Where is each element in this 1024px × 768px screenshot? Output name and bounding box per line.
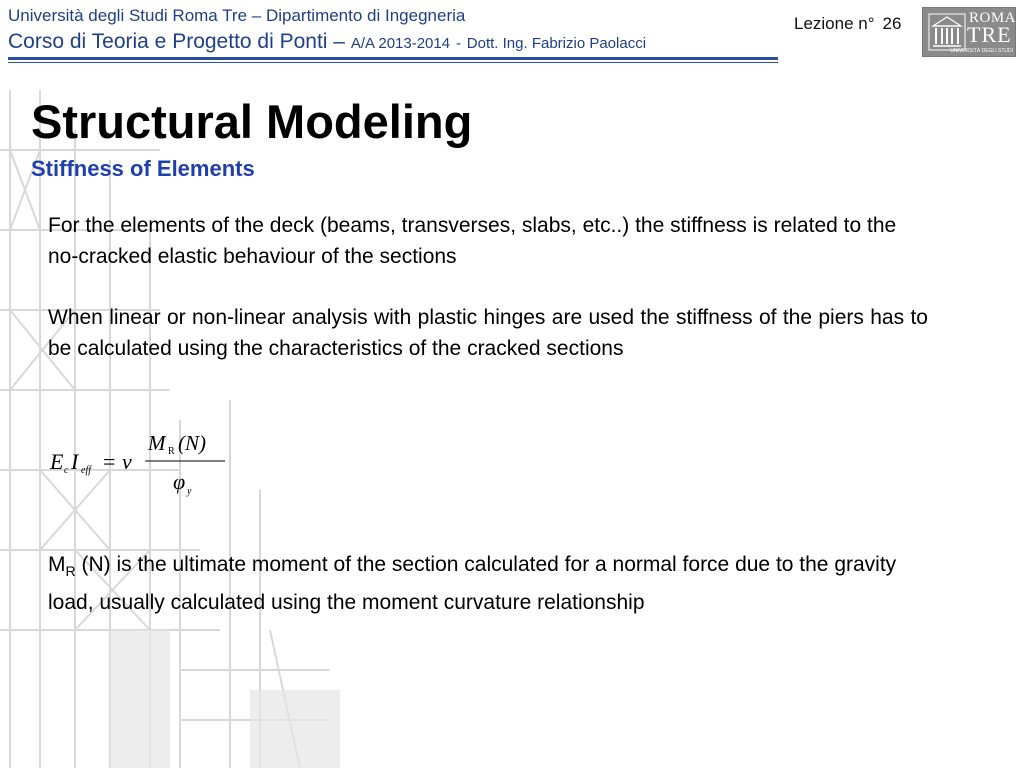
paragraph-deck-stiffness: For the elements of the deck (beams, transverses, slabs, etc..) the stiffness is related to the no-cracked elastic behaviour of the sections (48, 214, 897, 268)
logo-text-roma: ROMA (969, 10, 1017, 26)
formula-E: E (50, 449, 64, 474)
formula-M-subscript: R (168, 446, 175, 457)
formula-equals: = (103, 449, 116, 474)
header-course (8, 30, 646, 54)
formula-nu: ν (122, 449, 132, 474)
moment-symbol: M (48, 553, 66, 576)
paragraph-pier-stiffness: When linear or non-linear analysis with plastic hinges are used the stiffness of the piers has to be calculated using the characteristics of the cracked sections (48, 306, 928, 360)
formula-E-subscript: c (64, 465, 69, 476)
lesson-number: 26 (882, 14, 902, 33)
header-university: Università degli Studi Roma Tre – Dipartimento di Ingegneria (8, 6, 466, 25)
paragraph-ultimate-moment (48, 549, 898, 618)
roma-tre-logo (922, 7, 1016, 57)
formula-M: M (148, 431, 166, 455)
logo-text-tre: TRE (967, 22, 1012, 47)
formula-I-subscript: eff (81, 465, 91, 476)
course-title: Corso di Teoria e Progetto di Ponti – (8, 30, 345, 53)
lesson-label: Lezione n° (794, 14, 875, 33)
course-separator: - (455, 35, 461, 52)
lesson-indicator (794, 14, 901, 34)
logo-text-university: UNIVERSITÀ DEGLI STUDI (950, 48, 1013, 54)
formula-phi: φ (173, 469, 186, 494)
course-teacher: Dott. Ing. Fabrizio Paolacci (466, 35, 647, 52)
stiffness-formula (48, 422, 238, 502)
formula-I: I (71, 449, 79, 474)
moment-description: (N) is the ultimate moment of the section calculated for a normal force due to the gravity load, usually calculated using the moment curvature relationship (48, 553, 897, 615)
slide-subtitle: Stiffness of Elements (31, 156, 255, 181)
slide-title: Structural Modeling (31, 95, 473, 148)
university-emblem-icon (927, 12, 967, 52)
formula-N-argument: (N) (178, 431, 206, 455)
course-year: A/A 2013-2014 (350, 35, 451, 52)
moment-subscript: R (65, 563, 76, 580)
header-divider (8, 57, 778, 60)
formula-phi-subscript: y (187, 486, 192, 497)
header-divider-thin (8, 62, 778, 63)
